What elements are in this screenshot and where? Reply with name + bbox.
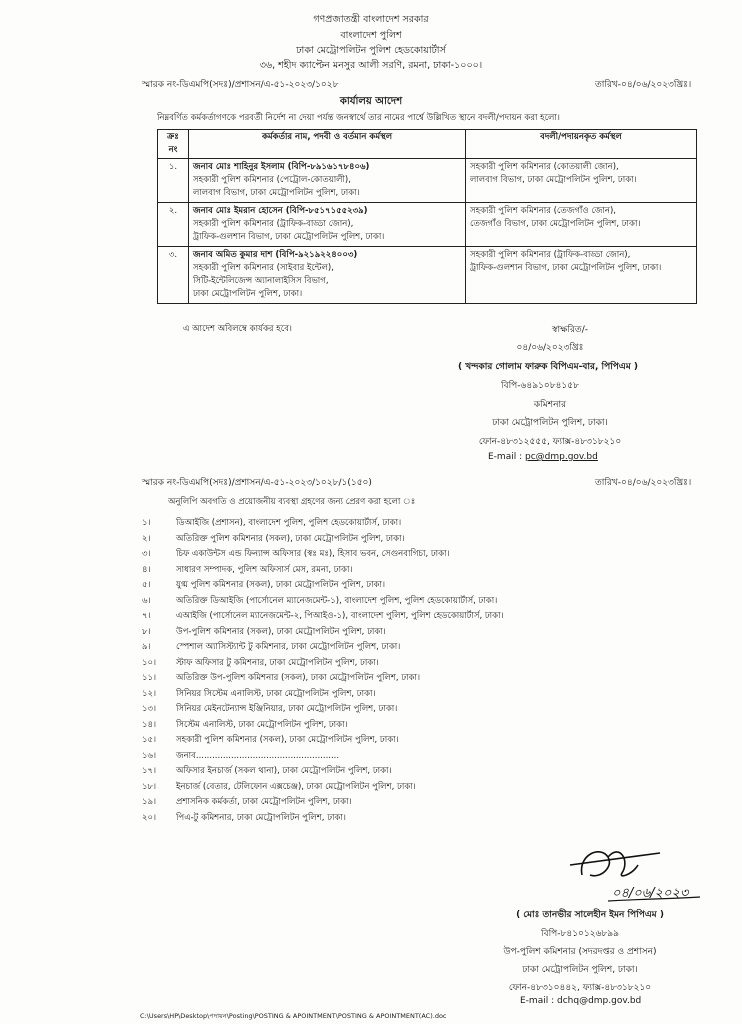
signature1-phone: ফোন-৪৮৩১২৫৫৫, ফ্যাক্স-৪৮৩১৮২১০: [478, 437, 622, 447]
row-officer: [189, 159, 466, 203]
handwritten-signature: [560, 835, 720, 905]
list-item: ১৫। সহকারী পুলিশ কমিশনার (সকল), ঢাকা মেট্রোপলিটন পুলিশ, ঢাকা।: [142, 735, 399, 745]
list-item: ১০। স্টাফ অফিসার টু কমিশনার, ঢাকা মেট্রোপলিটন পুলিশ, ঢাকা।: [142, 657, 379, 668]
email-link[interactable]: dchq@dmp.gov.bd: [557, 996, 642, 1006]
order-title: কার্যালয় আদেশ: [339, 96, 403, 107]
list-item: ১৭। অফিসার ইনচার্জ (সকল থানা), ঢাকা মেট্রোপলিটন পুলিশ, ঢাকা।: [142, 766, 392, 776]
list-item: ১৯। প্রশাসনিক কর্মকর্তা, ঢাকা মেট্রোপলিটন পুলিশ, ঢাকা।: [142, 797, 352, 807]
row-serial: ৩.: [158, 247, 189, 304]
distribution-list: [142, 516, 504, 826]
list-item: ৪। সাধারণ সম্পাদক, পুলিশ অফিসার্স মেস, রমনা, ঢাকা।: [142, 564, 353, 575]
list-item: ৬। অতিরিক্ত ডিআইজি (পার্সোনেল ম্যানেজমেন্ট-১), বাংলাদেশ পুলিশ, পুলিশ হেডকোয়ার্টার্স, ঢাকা।: [142, 595, 498, 606]
signature2-name: ( মোঃ তানভীর সালেহীন ইমন পিপিএম ): [516, 910, 664, 920]
signature2-office: ঢাকা মেট্রোপলিটন পুলিশ, ঢাকা।: [522, 965, 638, 975]
officer-current-post: ট্রাফিক-গুলশান বিভাগ, ঢাকা মেট্রোপলিটন পুলিশ, ঢাকা।: [193, 232, 385, 242]
transfer-table: [157, 129, 697, 304]
list-item: ৭। এআইজি (পার্সোনেল ম্যানেজমেন্ট-২, পিআইও-১), বাংলাদেশ পুলিশ, পুলিশ হেডকোয়ার্টার্স, ঢাকা।: [142, 611, 504, 621]
email-link[interactable]: pc@dmp.gov.bd: [525, 452, 598, 462]
new-post: ট্রাফিক-গুলশান বিভাগ, ঢাকা মেট্রোপলিটন পুলিশ, ঢাকা।: [470, 263, 662, 273]
order-intro: নিম্নবর্ণিত কর্মকর্তাগণকে পরবর্তী নির্দেশ না দেয়া পর্যন্ত জনস্বার্থে তার নামের পার্শ্বে উল্লিখিত স্থানে বদলী/পদায়ন করা হলো।: [157, 113, 560, 123]
table-header-row: [158, 130, 697, 159]
signature2-designation: উপ-পুলিশ কমিশনার (সদরদপ্তর ও প্রশাসন): [503, 947, 657, 957]
list-item: ১১। অতিরিক্ত উপ-পুলিশ কমিশনার (সকল), ঢাকা মেট্রোপলিটন পুলিশ, ঢাকা।: [142, 673, 421, 683]
list-item: ৯। স্পেশাল অ্যাসিস্ট্যান্ট টু কমিশনার, ঢাকা মেট্রোপলিটন পুলিশ, ঢাকা।: [142, 642, 401, 652]
table-row: [158, 203, 697, 247]
row-new-posting: [466, 203, 697, 247]
col-header-serial: ক্রঃ নং: [158, 130, 189, 159]
list-item: ১। ডিআইজি (প্রশাসন), বাংলাদেশ পুলিশ, পুলিশ হেডকোয়ার্টার্স, ঢাকা।: [142, 518, 402, 528]
col-header-new-posting: বদলী/পদায়নকৃত কর্মস্থল: [466, 130, 697, 159]
list-item: ২। অতিরিক্ত পুলিশ কমিশনার (সকল), ঢাকা মেট্রোপলিটন পুলিশ, ঢাকা।: [142, 533, 405, 544]
signature1-designation: কমিশনার: [533, 400, 567, 410]
new-post: তেজগাঁও বিভাগ, ঢাকা মেট্রোপলিটন পুলিশ, ঢাকা।: [470, 219, 641, 229]
handwritten-date: ০৪/০৬/২০২৩: [612, 886, 689, 901]
officer-current-post: সিটি-ইন্টেলিজেন্স অ্যানালাইসিস বিভাগ,: [193, 276, 329, 286]
row-officer: [189, 247, 466, 304]
col-header-officer: কর্মকর্তার নাম, পদবী ও বর্তমান কর্মস্থল: [189, 130, 466, 159]
header-line-2: বাংলাদেশ পুলিশ: [340, 30, 402, 41]
new-post: লালবাগ বিভাগ, ঢাকা মেট্রোপলিটন পুলিশ, ঢাকা।: [470, 175, 637, 185]
officer-current-post: সহকারী পুলিশ কমিশনার (পেট্রোল-কোতয়ালী),: [193, 175, 351, 185]
distribution-memo-number: স্মারক নং-ডিএমপি(সদঃ)/প্রশাসন/এ-৫১-২০২৩/১০২৮/১(১৫০): [142, 478, 372, 488]
new-post: সহকারী পুলিশ কমিশনার (ট্রাফিক-বাড্ডা জোন),: [470, 250, 631, 260]
officer-name: জনাব অমিত কুমার দাশ (বিপি-৯২১৯২২৪০০৩): [193, 250, 358, 260]
row-serial: ১.: [158, 159, 189, 203]
email-label: E-mail :: [520, 996, 555, 1006]
list-item: ৮। উপ-পুলিশ কমিশনার (সকল), ঢাকা মেট্রোপলিটন পুলিশ, ঢাকা।: [142, 626, 386, 637]
signature2-phone: ফোন-৪৮৩১০৪৪২, ফ্যাক্স-৪৮৩১৮২১০: [508, 983, 652, 993]
signature1-date: ০৪/০৬/২০২৩খ্রিঃ: [516, 343, 584, 353]
row-officer: [189, 203, 466, 247]
order-effect: এ আদেশ অবিলম্বে কার্যকর হবে।: [183, 324, 292, 334]
signature1-name: ( খন্দকার গোলাম ফারুক বিপিএম-বার, পিপিএম ): [458, 362, 638, 372]
table-row: [158, 159, 697, 203]
officer-name: জনাব মোঃ ইমরান হোসেন (বিপি-৮৫১৭১৫৫২৩৯): [193, 206, 368, 216]
list-item: ১৮। ইনচার্জ (বেতার, টেলিফোন এক্সচেঞ্জ), ঢাকা মেট্রোপলিটন পুলিশ, ঢাকা।: [142, 781, 416, 792]
list-item: ১৬। জনাব.....................................................: [142, 750, 340, 761]
officer-current-post: সহকারী পুলিশ কমিশনার (ট্রাফিক-বাড্ডা জোন),: [193, 219, 354, 229]
signature2-email: [520, 996, 641, 1006]
officer-current-post: লালবাগ বিভাগ, ঢাকা মেট্রোপলিটন পুলিশ, ঢাকা।: [193, 188, 360, 198]
memo-number: স্মারক নং-ডিএমপি(সদঃ)/প্রশাসন/এ-৫১-২০২৩/১০২৮: [142, 80, 339, 90]
signature2-bp: বিপি-৮৪১০১২৬৮৯৯: [541, 929, 619, 939]
officer-current-post: সহকারী পুলিশ কমিশনার (সাইবার ইন্টেল),: [193, 263, 334, 273]
signature1-email: [488, 452, 598, 462]
officer-current-post: ঢাকা মেট্রোপলিটন পুলিশ, ঢাকা।: [193, 289, 303, 299]
officer-name: জনাব মোঃ শাহিনুর ইসলাম (বিপি-৮৯১৬১৭৮৪০৬): [193, 162, 370, 172]
signed-label: স্বাক্ষরিত/-: [552, 325, 588, 335]
list-item: ১৪। সিস্টেম এনালিস্ট, ঢাকা মেট্রোপলিটন পুলিশ, ঢাকা।: [142, 719, 348, 730]
list-item: ১২। সিনিয়র সিস্টেম এনালিস্ট, ঢাকা মেট্রোপলিটন পুলিশ, ঢাকা।: [142, 688, 376, 699]
file-path-footer: C:\Users\HP\Desktop\পদায়ন\Posting\POSTING & APOINTMENT\POSTING & APOINTMENT(AC).doc: [140, 1012, 447, 1020]
signature1-bp: বিপি-৬৪৯১০৮৪১৫৮: [501, 381, 579, 391]
table-row: [158, 247, 697, 304]
row-new-posting: [466, 159, 697, 203]
distribution-intro: অনুলিপি অবগতি ও প্রয়োজনীয় ব্যবস্থা গ্রহণের জন্য প্রেরণ করা হলো ঃ: [168, 497, 416, 507]
row-new-posting: [466, 247, 697, 304]
list-item: ৩। চিফ একাউন্টস এন্ড ফিন্যান্স অফিসার (স্বঃ মঃ), হিসাব ভবন, সেগুনবাগিচা, ঢাকা।: [142, 549, 450, 559]
distribution-date: তারিখ-০৪/০৬/২০২৩খ্রিঃ।: [595, 478, 692, 488]
memo-date: তারিখ-০৪/০৬/২০২৩খ্রিঃ।: [595, 80, 692, 90]
row-serial: ২.: [158, 203, 189, 247]
list-item: ১৩। সিনিয়র মেইনটেন্যান্স ইঞ্জিনিয়ার, ঢাকা মেট্রোপলিটন পুলিশ, ঢাকা।: [142, 704, 398, 714]
new-post: সহকারী পুলিশ কমিশনার (তেজগাঁও জোন),: [470, 206, 616, 216]
signature1-office: ঢাকা মেট্রোপলিটন পুলিশ, ঢাকা।: [492, 418, 608, 428]
email-label: E-mail :: [488, 452, 523, 462]
list-item: ৫। যুগ্ম পুলিশ কমিশনার (সকল), ঢাকা মেট্রোপলিটন পুলিশ, ঢাকা।: [142, 580, 386, 590]
list-item: ২০। পিএ-টু কমিশনার, ঢাকা মেট্রোপলিটন পুলিশ, ঢাকা।: [142, 812, 346, 823]
header-line-4: ৩৬, শহীদ ক্যাপ্টেন মনসুর আলী সরণি, রমনা, ঢাকা-১০০০।: [259, 60, 483, 71]
header-line-3: ঢাকা মেট্রোপলিটন পুলিশ হেডকোয়ার্টার্স: [296, 45, 446, 56]
header-line-1: গণপ্রজাতন্ত্রী বাংলাদেশ সরকার: [313, 14, 429, 25]
new-post: সহকারী পুলিশ কমিশনার (কোতয়ালী জোন),: [470, 162, 619, 172]
